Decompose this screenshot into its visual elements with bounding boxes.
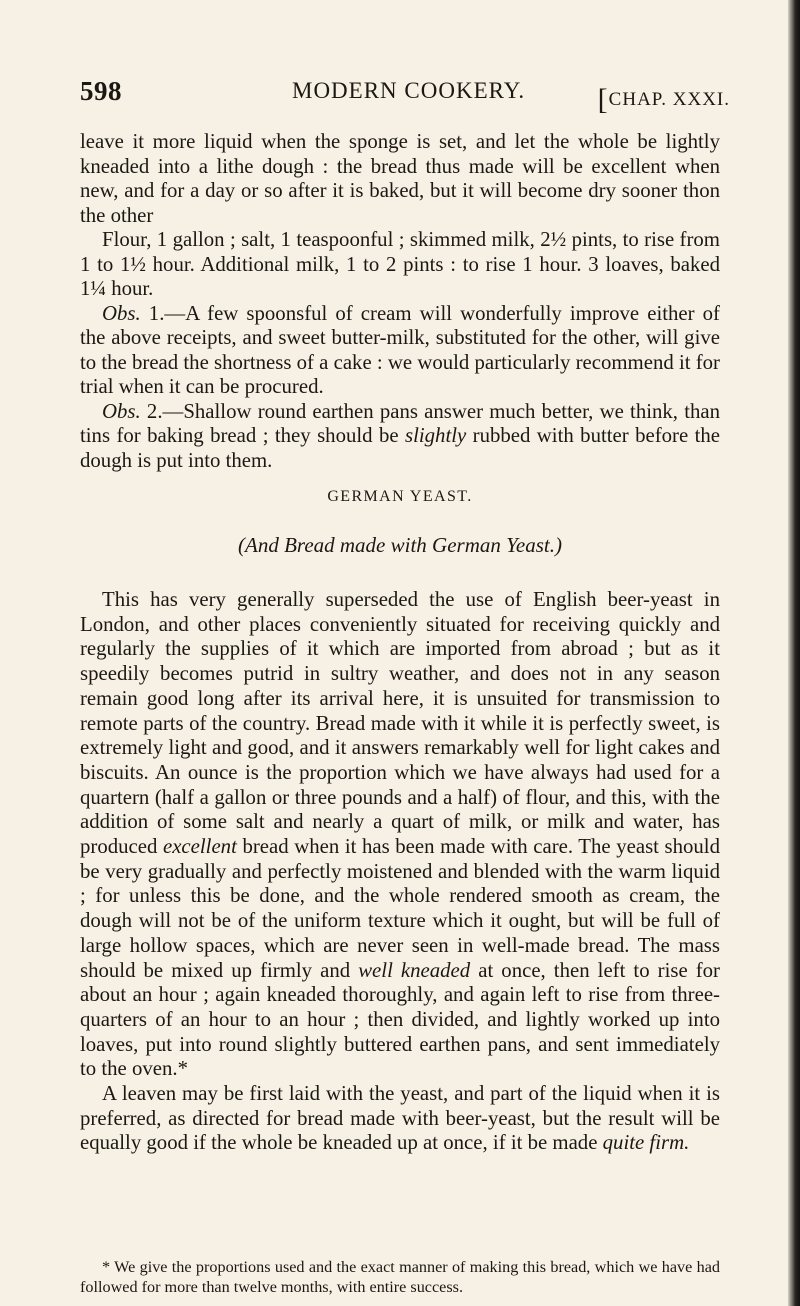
top-text [80, 130, 720, 473]
chapter-label [597, 79, 730, 116]
obs-1-text: 1.—A few spoonsful of cream will wonderfully improve either of the above receipts, and sweet butter-milk, substituted for the other, will give to the bread the shortness of a cake : we would particularly recommend it for trial when it can be procured. [80, 301, 720, 398]
obs-1-label: Obs. [102, 301, 141, 325]
running-title: MODERN COOKERY. [292, 78, 526, 103]
main-text-b: bread when it has been made with care. The yeast should be very gradually and perfectly moistened and blended with the warm liquid ; for unless this be done, and the whole rendered smooth as cream, the dough will not be of the uniform texture which it ought, but will be full of large hollow spaces, which are never seen in well-made bread. The mass should be mixed up firmly and [80, 835, 720, 982]
chapter-text: CHAP. XXXI. [608, 89, 730, 110]
paragraph-quantities: Flour, 1 gallon ; salt, 1 teaspoonful ; skimmed milk, 2½ pints, to rise from 1 to 1½ hour. Additional milk, 1 to 2 pints : to rise 1 hour. 3 loaves, baked 1¼ hour. [80, 228, 720, 300]
section-subtitle: (And Bread made with German Yeast.) [238, 533, 562, 557]
obs-2-text-a: 2.—Shallow round earthen pans answer much better, we think, than tins for baking bread ; they should be [80, 399, 720, 447]
paragraph-leaven [80, 1082, 720, 1156]
obs-2-label: Obs. [102, 399, 141, 423]
main-emphasis-2: well kneaded [358, 958, 471, 982]
leaven-emphasis: quite firm. [602, 1131, 690, 1155]
main-text-a: This has very generally superseded the use of English beer-yeast in London, and other places conveniently situated for receiving quickly and regularly the supplies of it which are imported from abroad ; but as it speedily becomes putrid in sultry weather, and does not in any season remain good long after its arrival here, it is unsuited for transmission to remote parts of the country. Bread made with it while it is perfectly sweet, is extremely light and good, and it answers remarkably well for light cakes and biscuits. An ounce is the proportion which we have always had used for a quartern (half a gallon or three pounds and a half) of flour, and this, with the addition of some salt and nearly a quart of milk, or milk and water, has produced [80, 588, 720, 859]
page-number: 598 [80, 76, 122, 106]
paragraph-german-yeast [80, 588, 720, 1082]
section-heading: GERMAN YEAST. [327, 488, 473, 505]
main-text-c: at once, then left to rise for about an hour ; again kneaded thoroughly, and again left to rise from three-quarters of an hour to an hour ; then divided, and lightly worked up into loaves, put into round slightly buttered earthen pans, and sent immediately to the oven.* [80, 958, 720, 1081]
obs-2-emphasis: slightly [405, 424, 467, 447]
paragraph-obs-1 [80, 302, 720, 400]
obs-2-text-b: rubbed with butter before the dough is put into them. [80, 424, 721, 472]
running-header [80, 76, 730, 116]
footnote: * We give the proportions used and the exact manner of making this bread, which we have had followed for more than twelve months, with entire success. [80, 1258, 720, 1296]
paragraph-obs-2 [80, 400, 720, 474]
leaven-text: A leaven may be first laid with the yeast, and part of the liquid when it is preferred, as directed for bread made with beer-yeast, but the result will be equally good if the whole be kneaded up at once, if it be made [80, 1082, 720, 1155]
paragraph-continuation: leave it more liquid when the sponge is set, and let the whole be lightly kneaded into a lithe dough : the bread thus made will be excellent when new, and for a day or so after it is baked, but it will become dry sooner thon the other [80, 130, 720, 227]
chapter-bracket: [ [597, 83, 609, 116]
main-emphasis-1: excellent [162, 835, 237, 859]
main-text [80, 588, 720, 1156]
page-edge-shadow [788, 0, 800, 1306]
